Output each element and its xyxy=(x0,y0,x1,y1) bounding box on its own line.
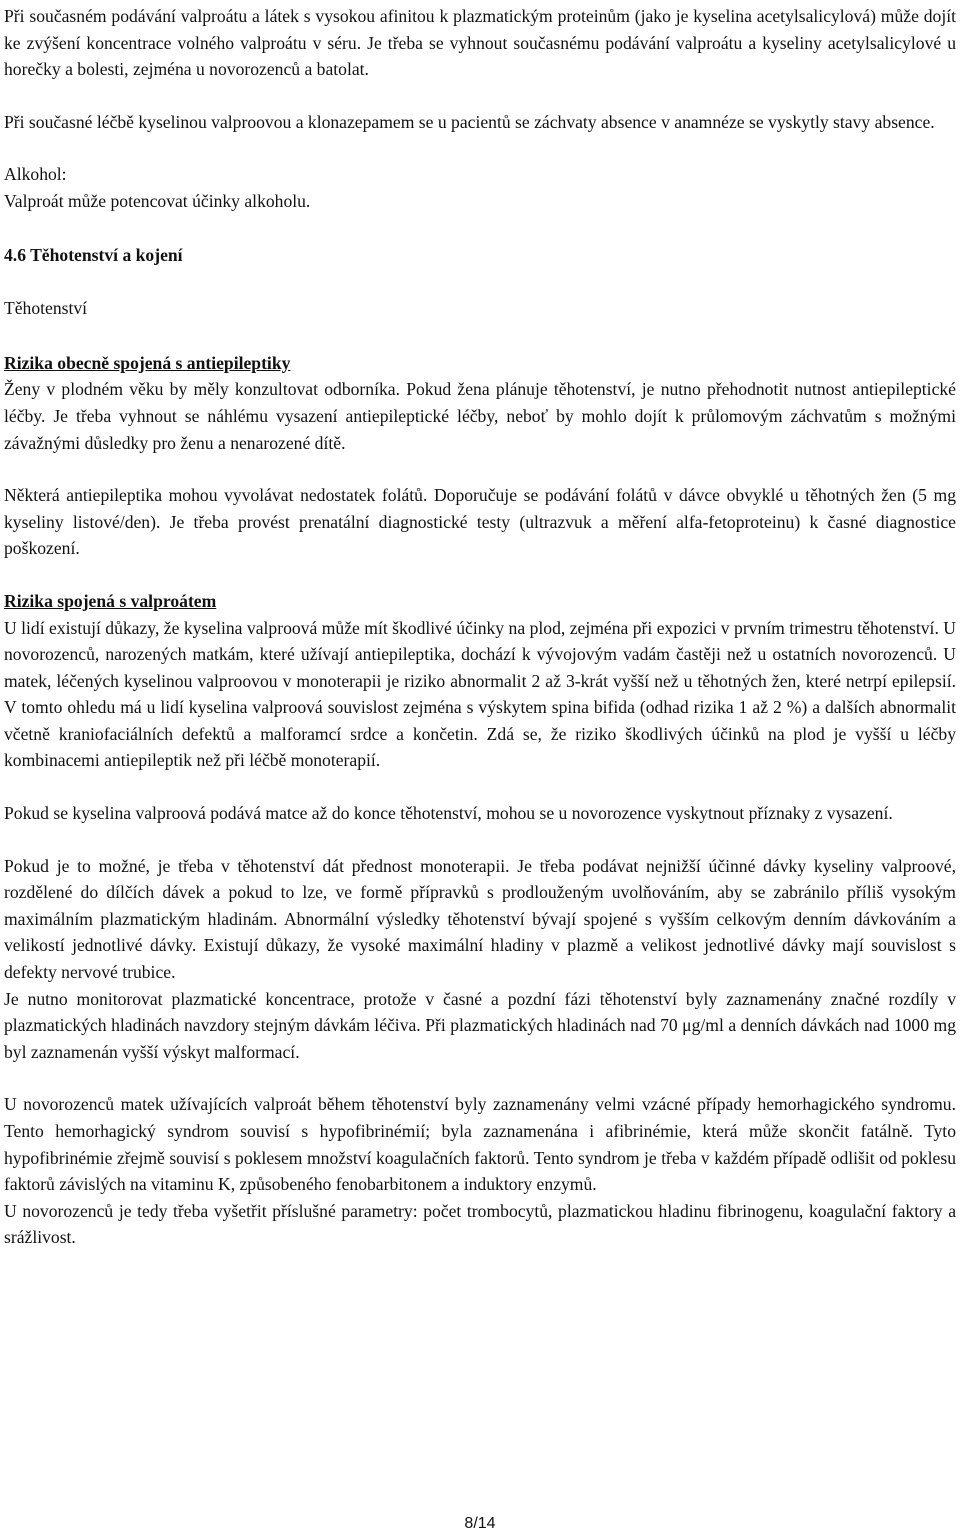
risk-valproate-paragraph-2: Pokud se kyselina valproová podává matce až do konce těhotenství, mohou se u novorozence vyskytnout příznaky z vysazení. xyxy=(4,803,893,824)
risk-general-heading: Rizika obecně spojená s antiepileptiky xyxy=(4,352,291,373)
risk-valproate-paragraph-5: U novorozenců matek užívajících valproát během těhotenství byly zaznamenány velmi vzácné případy hemorhagického syndromu. Tento hemorhagický syndrom souvisí s hypofibrinémií; byla zaznamenána i afibrinémie, která může skončit fatálně. Tyto hypofibrinémie zřejmě souvisí s poklesem množství koagulačních faktorů. Tento syndrom je třeba v každém případě odlišit od poklesu faktorů závislých na vitaminu K, způsobeného fenobarbitonem a induktory enzymů. xyxy=(4,1094,956,1195)
section-title: 4.6 Těhotenství a kojení xyxy=(4,244,183,265)
risk-valproate-paragraph-6: U novorozenců je tedy třeba vyšetřit příslušné parametry: počet trombocytů, plazmatickou hladinu fibrinogenu, koagulační faktory a srážlivost. xyxy=(4,1200,956,1248)
section-subtitle: Těhotenství xyxy=(4,298,88,319)
alcohol-text: Valproát může potencovat účinky alkoholu. xyxy=(4,190,311,211)
risk-general-paragraph-1: Ženy v plodném věku by měly konzultovat odborníka. Pokud žena plánuje těhotenství, je nutno přehodnotit nutnost antiepileptické léčby. Je třeba vyhnout se náhlému vysazení antiepileptické léčby, neboť by mohlo dojít k průlomovým záchvatům s možnými závažnými důsledky pro ženu a nenarozené dítě. xyxy=(4,379,956,453)
risk-valproate-heading: Rizika spojená s valproátem xyxy=(4,590,217,611)
page-number: 8/14 xyxy=(464,1515,496,1532)
document-page xyxy=(4,3,956,1251)
risk-valproate-paragraph-3: Pokud je to možné, je třeba v těhotenství dát přednost monoterapii. Je třeba podávat nejnižší účinné dávky kyseliny valproové, rozdělené do dílčích dávek a pokud to lze, ve formě přípravků s prodlouženým uvolňováním, aby se zabránilo příliš vysokým maximálním plazmatickým hladinám. Abnormální výsledky těhotenství bývají spojené s vyšším celkovým denním dávkováním a velikostí jednotlivé dávky. Existují důkazy, že vysoké maximální hladiny v plazmě a velikost jednotlivé dávky mají souvislost s defekty nervové trubice. xyxy=(4,855,956,983)
intro-paragraph-2: Při současné léčbě kyselinou valproovou a klonazepamem se u pacientů se záchvaty absence v anamnéze se vyskytly stavy absence. xyxy=(4,111,935,132)
risk-valproate-paragraph-1: U lidí existují důkazy, že kyselina valproová může mít škodlivé účinky na plod, zejména při expozici v prvním trimestru těhotenství. U novorozenců, narozených matkám, které užívají antiepileptika, dochází k vývojovým vadám častěji než u ostatních novorozenců. U matek, léčených kyselinou valproovou v monoterapii je riziko abnormalit 2 až 3-krát vyšší než u těhotných žen, které netrpí epilepsií. V tomto ohledu má u lidí kyselina valproová souvislost zejména s výskytem spina bifida (odhad rizika 1 až 2 %) a dalších abnormalit včetně kraniofaciálních defektů a malforamcí srdce a končetin. Zdá se, že riziko škodlivých účinků na plod je vyšší u léčby kombinacemi antiepileptik než při léčbě monoterapií. xyxy=(4,617,956,771)
alcohol-label: Alkohol: xyxy=(4,164,67,185)
risk-general-paragraph-2: Některá antiepileptika mohou vyvolávat nedostatek folátů. Doporučuje se podávání folátů v dávce obvyklé u těhotných žen (5 mg kyseliny listové/den). Je třeba provést prenatální diagnostické testy (ultrazvuk a měření alfa-fetoproteinu) k časné diagnostice poškození. xyxy=(4,485,956,559)
intro-paragraph-1: Při současném podávání valproátu a látek s vysokou afinitou k plazmatickým proteinům (jako je kyselina acetylsalicylová) může dojít ke zvýšení koncentrace volného valproátu v séru. Je třeba se vyhnout současnému podávání valproátu a kyseliny acetylsalicylové u horečky a bolesti, zejména u novorozenců a batolat. xyxy=(4,6,956,80)
risk-valproate-paragraph-4: Je nutno monitorovat plazmatické koncentrace, protože v časné a pozdní fázi těhotenství byly zaznamenány značné rozdíly v plazmatických hladinách navzdory stejným dávkám léčiva. Při plazmatických hladinách nad 70 μg/ml a denních dávkách nad 1000 mg byl zaznamenán vyšší výskyt malformací. xyxy=(4,988,956,1062)
